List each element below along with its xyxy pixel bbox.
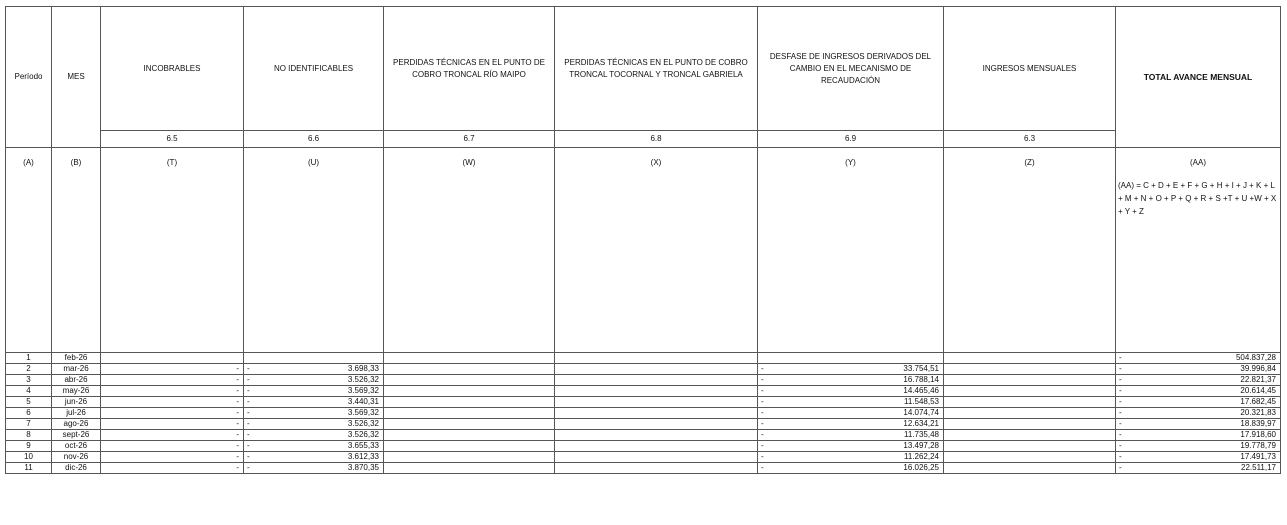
header-no-identificables: NO IDENTIFICABLES bbox=[244, 7, 384, 131]
cell-no-identificables bbox=[244, 364, 384, 375]
amount: 19.778,79 bbox=[1240, 441, 1276, 450]
header-incobrables: INCOBRABLES bbox=[101, 7, 244, 131]
header-mes: MES bbox=[52, 7, 101, 148]
amount: 3.526,32 bbox=[347, 419, 379, 428]
cell-desfase bbox=[758, 397, 944, 408]
cell-mes: feb-26 bbox=[52, 353, 101, 364]
cell-no-identificables bbox=[244, 452, 384, 463]
dash-mark: - bbox=[1119, 375, 1122, 384]
cell-periodo: 11 bbox=[6, 463, 52, 474]
cell-perdidas-maipo bbox=[384, 452, 555, 463]
dash-mark: - bbox=[247, 386, 250, 395]
cell-perdidas-tocornal bbox=[555, 397, 758, 408]
cell-no-identificables bbox=[244, 441, 384, 452]
cell-periodo: 2 bbox=[6, 364, 52, 375]
cell-desfase bbox=[758, 419, 944, 430]
cell-perdidas-maipo bbox=[384, 364, 555, 375]
table-row bbox=[6, 375, 1281, 386]
cell-ingresos-mensuales bbox=[944, 419, 1116, 430]
dash-mark: - bbox=[247, 463, 250, 472]
table-row bbox=[6, 463, 1281, 474]
cell-desfase bbox=[758, 452, 944, 463]
cell-perdidas-tocornal bbox=[555, 463, 758, 474]
amount: 13.497,28 bbox=[903, 441, 939, 450]
amount: 20.321,83 bbox=[1240, 408, 1276, 417]
dash-mark: - bbox=[1119, 463, 1122, 472]
table-row bbox=[6, 441, 1281, 452]
dash-mark: - bbox=[1119, 364, 1122, 373]
cell-perdidas-maipo bbox=[384, 463, 555, 474]
letter-cell: (T) bbox=[101, 148, 244, 353]
cell-desfase bbox=[758, 386, 944, 397]
cell-desfase bbox=[758, 430, 944, 441]
amount: 20.614,45 bbox=[1240, 386, 1276, 395]
cell-desfase bbox=[758, 441, 944, 452]
amount: 17.491,73 bbox=[1240, 452, 1276, 461]
header-perdidas-maipo: PERDIDAS TÉCNICAS EN EL PUNTO DE COBRO TRONCAL RÍO MAIPO bbox=[384, 7, 555, 131]
cell-no-identificables bbox=[244, 408, 384, 419]
cell-incobrables bbox=[101, 353, 244, 364]
cell-periodo: 9 bbox=[6, 441, 52, 452]
letter-cell: (U) bbox=[244, 148, 384, 353]
cell-total-avance bbox=[1116, 386, 1281, 397]
amount: 11.262,24 bbox=[904, 452, 939, 461]
dash-mark: - bbox=[247, 408, 250, 417]
letter-cell: (W) bbox=[384, 148, 555, 353]
dash-mark: - bbox=[1119, 430, 1122, 439]
amount: 18.839,97 bbox=[1240, 419, 1276, 428]
dash-mark: - bbox=[761, 441, 764, 450]
dash-mark: - bbox=[1119, 353, 1122, 362]
code-cell: 6.9 bbox=[758, 131, 944, 148]
cell-perdidas-maipo bbox=[384, 375, 555, 386]
cell-desfase bbox=[758, 375, 944, 386]
dash-mark: - bbox=[247, 452, 250, 461]
code-cell: 6.8 bbox=[555, 131, 758, 148]
table-row bbox=[6, 397, 1281, 408]
cell-mes: ago-26 bbox=[52, 419, 101, 430]
amount: 22.511,17 bbox=[1241, 463, 1276, 472]
cell-total-avance bbox=[1116, 353, 1281, 364]
avance-mensual-table bbox=[5, 6, 1281, 474]
cell-perdidas-maipo bbox=[384, 408, 555, 419]
cell-total-avance bbox=[1116, 452, 1281, 463]
dash-mark: - bbox=[761, 386, 764, 395]
header-desfase: DESFASE DE INGRESOS DERIVADOS DEL CAMBIO EN EL MECANISMO DE RECAUDACIÓN bbox=[758, 7, 944, 131]
cell-periodo: 7 bbox=[6, 419, 52, 430]
cell-mes: mar-26 bbox=[52, 364, 101, 375]
letter-cell: (A) bbox=[6, 148, 52, 353]
cell-total-avance bbox=[1116, 375, 1281, 386]
amount: 22.821,37 bbox=[1240, 375, 1276, 384]
total-formula: (AA) = C + D + E + F + G + H + I + J + K + L + M + N + O + P + Q + R + S +T + U +W + X + Y + Z bbox=[1118, 181, 1277, 216]
cell-ingresos-mensuales bbox=[944, 430, 1116, 441]
cell-incobrables: - bbox=[101, 452, 244, 463]
amount: 3.612,33 bbox=[347, 452, 379, 461]
cell-mes: nov-26 bbox=[52, 452, 101, 463]
header-perdidas-tocornal: PERDIDAS TÉCNICAS EN EL PUNTO DE COBRO TRONCAL TOCORNAL Y TRONCAL GABRIELA bbox=[555, 7, 758, 131]
amount: 14.465,46 bbox=[903, 386, 939, 395]
dash-mark: - bbox=[1119, 441, 1122, 450]
cell-periodo: 5 bbox=[6, 397, 52, 408]
cell-ingresos-mensuales bbox=[944, 441, 1116, 452]
letter-cell: (B) bbox=[52, 148, 101, 353]
amount: 33.754,51 bbox=[903, 364, 939, 373]
amount: 11.548,53 bbox=[904, 397, 939, 406]
cell-total-avance bbox=[1116, 419, 1281, 430]
cell-no-identificables bbox=[244, 419, 384, 430]
cell-incobrables: - bbox=[101, 408, 244, 419]
cell-incobrables: - bbox=[101, 430, 244, 441]
dash-mark: - bbox=[761, 408, 764, 417]
cell-total-avance bbox=[1116, 430, 1281, 441]
cell-mes: abr-26 bbox=[52, 375, 101, 386]
amount: 39.996,84 bbox=[1240, 364, 1276, 373]
cell-ingresos-mensuales bbox=[944, 408, 1116, 419]
amount: 3.440,31 bbox=[347, 397, 379, 406]
cell-mes: dic-26 bbox=[52, 463, 101, 474]
cell-perdidas-tocornal bbox=[555, 364, 758, 375]
cell-incobrables: - bbox=[101, 386, 244, 397]
dash-mark: - bbox=[761, 364, 764, 373]
table-row bbox=[6, 408, 1281, 419]
letter-cell: (Z) bbox=[944, 148, 1116, 353]
cell-perdidas-tocornal bbox=[555, 408, 758, 419]
cell-ingresos-mensuales bbox=[944, 397, 1116, 408]
amount: 3.569,32 bbox=[347, 386, 379, 395]
amount: 17.682,45 bbox=[1240, 397, 1276, 406]
cell-perdidas-tocornal bbox=[555, 386, 758, 397]
table-row bbox=[6, 364, 1281, 375]
cell-perdidas-maipo bbox=[384, 386, 555, 397]
amount: 3.698,33 bbox=[347, 364, 379, 373]
cell-mes: oct-26 bbox=[52, 441, 101, 452]
cell-perdidas-tocornal bbox=[555, 375, 758, 386]
cell-desfase bbox=[758, 408, 944, 419]
cell-incobrables: - bbox=[101, 441, 244, 452]
amount: 3.655,33 bbox=[347, 441, 379, 450]
dash-mark: - bbox=[1119, 452, 1122, 461]
dash-mark: - bbox=[1119, 397, 1122, 406]
cell-incobrables: - bbox=[101, 463, 244, 474]
letter-cell: (Y) bbox=[758, 148, 944, 353]
dash-mark: - bbox=[247, 375, 250, 384]
table-row bbox=[6, 452, 1281, 463]
dash-mark: - bbox=[761, 452, 764, 461]
header-periodo: Período bbox=[6, 7, 52, 148]
letter-cell-total bbox=[1116, 148, 1281, 353]
cell-desfase bbox=[758, 463, 944, 474]
cell-no-identificables bbox=[244, 375, 384, 386]
cell-perdidas-tocornal bbox=[555, 353, 758, 364]
cell-no-identificables bbox=[244, 397, 384, 408]
amount: 3.870,35 bbox=[347, 463, 379, 472]
cell-perdidas-maipo bbox=[384, 419, 555, 430]
table-row bbox=[6, 353, 1281, 364]
amount: 17.918,60 bbox=[1240, 430, 1276, 439]
cell-ingresos-mensuales bbox=[944, 463, 1116, 474]
cell-no-identificables bbox=[244, 386, 384, 397]
cell-periodo: 4 bbox=[6, 386, 52, 397]
code-cell: 6.5 bbox=[101, 131, 244, 148]
cell-periodo: 6 bbox=[6, 408, 52, 419]
cell-mes: jun-26 bbox=[52, 397, 101, 408]
dash-mark: - bbox=[761, 375, 764, 384]
cell-total-avance bbox=[1116, 463, 1281, 474]
cell-total-avance bbox=[1116, 441, 1281, 452]
cell-mes: sept-26 bbox=[52, 430, 101, 441]
amount: 16.788,14 bbox=[903, 375, 939, 384]
dash-mark: - bbox=[247, 430, 250, 439]
cell-ingresos-mensuales bbox=[944, 364, 1116, 375]
dash-mark: - bbox=[1119, 419, 1122, 428]
cell-perdidas-maipo bbox=[384, 353, 555, 364]
cell-periodo: 1 bbox=[6, 353, 52, 364]
amount: 12.634,21 bbox=[903, 419, 939, 428]
dash-mark: - bbox=[1119, 408, 1122, 417]
amount: 3.526,32 bbox=[347, 375, 379, 384]
cell-periodo: 8 bbox=[6, 430, 52, 441]
cell-perdidas-tocornal bbox=[555, 452, 758, 463]
cell-no-identificables bbox=[244, 463, 384, 474]
cell-mes: jul-26 bbox=[52, 408, 101, 419]
cell-no-identificables bbox=[244, 353, 384, 364]
amount: 504.837,28 bbox=[1235, 353, 1276, 362]
amount: 3.569,32 bbox=[347, 408, 379, 417]
dash-mark: - bbox=[1119, 386, 1122, 395]
dash-mark: - bbox=[247, 441, 250, 450]
table-row bbox=[6, 430, 1281, 441]
amount: 11.735,48 bbox=[904, 430, 939, 439]
letter-cell: (X) bbox=[555, 148, 758, 353]
amount: 14.074,74 bbox=[903, 408, 939, 417]
letter-aa: (AA) bbox=[1190, 158, 1206, 167]
dash-mark: - bbox=[761, 430, 764, 439]
cell-ingresos-mensuales bbox=[944, 452, 1116, 463]
cell-perdidas-maipo bbox=[384, 430, 555, 441]
cell-perdidas-maipo bbox=[384, 397, 555, 408]
code-cell: 6.3 bbox=[944, 131, 1116, 148]
cell-ingresos-mensuales bbox=[944, 375, 1116, 386]
dash-mark: - bbox=[761, 419, 764, 428]
cell-total-avance bbox=[1116, 397, 1281, 408]
cell-total-avance bbox=[1116, 408, 1281, 419]
dash-mark: - bbox=[247, 419, 250, 428]
cell-desfase bbox=[758, 364, 944, 375]
header-ingresos-mensuales: INGRESOS MENSUALES bbox=[944, 7, 1116, 131]
amount: 3.526,32 bbox=[347, 430, 379, 439]
cell-periodo: 10 bbox=[6, 452, 52, 463]
dash-mark: - bbox=[761, 397, 764, 406]
cell-total-avance bbox=[1116, 364, 1281, 375]
cell-perdidas-tocornal bbox=[555, 419, 758, 430]
cell-incobrables: - bbox=[101, 397, 244, 408]
cell-desfase bbox=[758, 353, 944, 364]
cell-incobrables: - bbox=[101, 375, 244, 386]
table-row bbox=[6, 386, 1281, 397]
code-cell: 6.7 bbox=[384, 131, 555, 148]
amount: 16.026,25 bbox=[903, 463, 939, 472]
cell-ingresos-mensuales bbox=[944, 386, 1116, 397]
cell-incobrables: - bbox=[101, 364, 244, 375]
dash-mark: - bbox=[761, 463, 764, 472]
cell-mes: may-26 bbox=[52, 386, 101, 397]
dash-mark: - bbox=[247, 397, 250, 406]
cell-periodo: 3 bbox=[6, 375, 52, 386]
cell-incobrables: - bbox=[101, 419, 244, 430]
dash-mark: - bbox=[247, 364, 250, 373]
cell-no-identificables bbox=[244, 430, 384, 441]
header-total-avance: TOTAL AVANCE MENSUAL bbox=[1116, 7, 1281, 148]
cell-perdidas-tocornal bbox=[555, 441, 758, 452]
cell-perdidas-tocornal bbox=[555, 430, 758, 441]
table-row bbox=[6, 419, 1281, 430]
cell-perdidas-maipo bbox=[384, 441, 555, 452]
cell-ingresos-mensuales bbox=[944, 353, 1116, 364]
code-cell: 6.6 bbox=[244, 131, 384, 148]
